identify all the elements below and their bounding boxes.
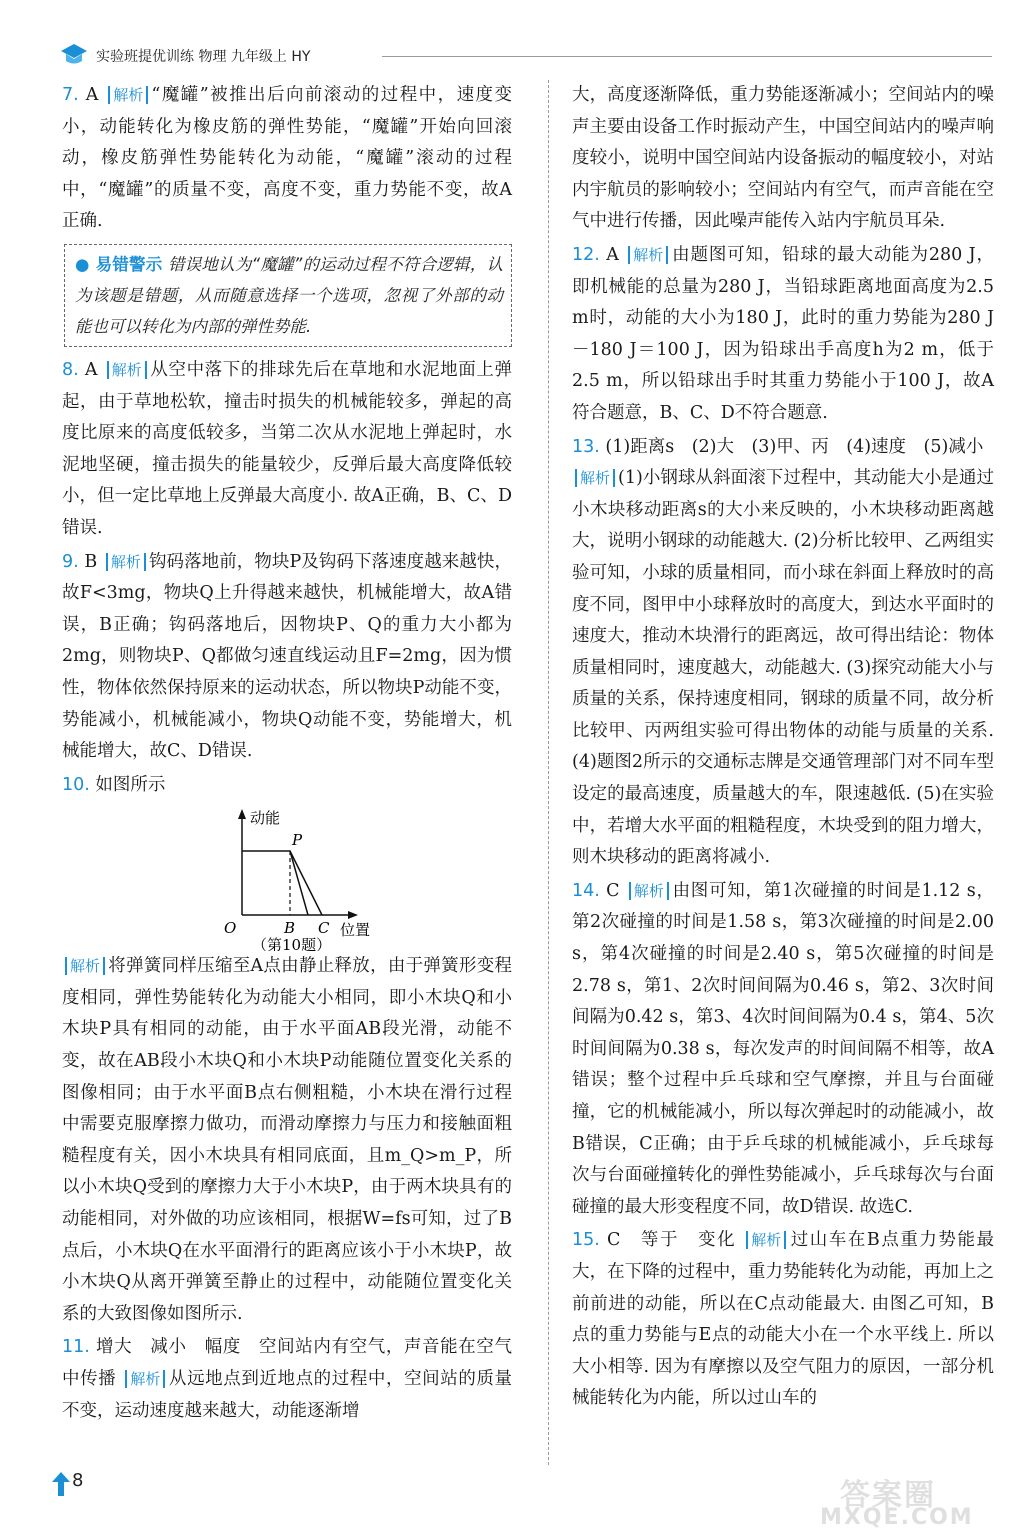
analysis-tag: 解析 [108,86,148,104]
graph-caption: （第10题） [252,936,332,952]
explanation: 将弹簧同样压缩至A点由静止释放，由于弹簧形变程度相同，弹性势能转化为动能大小相同，即小木块Q和小木块P具有相同的动能，由于水平面AB段光滑，动能不变，故在AB段小木块Q和小木块P动能随位置变化关系的图像相同；由于水平面B点右侧粗糙，小木块在滑行过程中需要克服摩擦力做功，而滑动摩擦力与压力和接触面粗糙程度有关，因小木块具有相同底面，且m_Q>m_P，所以小木块Q受到的摩擦力大于小木块P，由于两木块具有的动能相同，对外做的功应该相同，根据W=fs可知，过了B点后，小木块Q在水平面滑行的距离应该小于小木块P，故小木块Q从离开弹簧至静止的过程中，动能随位置变化关系的大致图像如图所示. [62,956,512,1324]
curve-p [242,851,322,915]
header-rule [382,56,992,57]
explanation: “魔罐”被推出后向前滚动的过程中，速度变小，动能转化为橡皮筋的弹性势能，“魔罐”开始向回滚动，橡皮筋弹性势能转化为动能，“魔罐”滚动的过程中，“魔罐”的质量不变，高度不变，重力势能不变，故A正确. [62,85,512,232]
answer: C 等于 变化 [606,1230,737,1251]
right-column [572,80,994,1417]
explanation: (1)小钢球从斜面滚下过程中，其动能大小是通过小木块移动距离s的大小来反映的，小木块移动距离越大，说明小钢球的动能越大. (2)分析比较甲、乙两组实验可知，小球的质量相同，而小球在斜面上释放时的高度不同，图甲中小球释放时的高度大，到达水平面时的速度大，推动木块滑行的距离远，故可得出结论：物体质量相同时，速度越大，动能越大. (3)探究动能大小与质量的关系，保持速度相同，钢球的质量不同，故分析比较甲、丙两组实验可得出物体的动能与质量的关系. (4)题图2所示的交通标志牌是交通管理部门对不同车型设定的最高速度，质量越大的车，限速越低. (5)在实验中，若增大水平面的粗糙程度，木块受到的阻力增大，则木块移动的距离将减小. [572,468,994,868]
energy-position-graph [62,803,512,951]
point-c-label: C [318,919,330,938]
analysis-tag: 解析 [746,1231,786,1249]
question-number: 9. [62,551,79,572]
explanation: 从空中落下的排球先后在草地和水泥地面上弹起，由于草地松软，撞击时损失的机械能较多，弹起的高度比原来的高度低较多，当第二次从水泥地上弹起时，水泥地坚硬，撞击损失的能量较少，反弹后最大高度降低较小，但一定比草地上反弹最大高度小. 故A正确，B、C、D错误. [62,359,512,538]
warning-label: ● 易错警示 [75,254,163,274]
explanation: 从远地点到近地点的过程中，空间站的质量不变，运动速度越来越大，动能逐渐增 [62,1369,512,1421]
question-number: 7. [62,85,79,105]
answer: 增大 减小 幅度 空间站内有空气，声音能在空气中传播 [62,1337,512,1389]
question-7 [62,80,512,238]
column-divider [548,80,549,1465]
left-column [62,80,512,1429]
explanation: 由图可知，第1次碰撞的时间是1.12 s，第2次碰撞的时间是1.58 s，第3次碰撞的时间是2.00 s，第4次碰撞的时间是2.40 s，第5次碰撞的时间是2.78 s，第1、2次时间间隔为0.46 s，第2、3次时间间隔为0.42 s，第3、4次时间间隔为0.4 s，第4、5次时间间隔为0.38 s，每次发声的时间间隔不相等，故A错误；整个过程中乒乓球和空气摩擦，并且与台面碰撞，它的机械能减小，所以每次弹起时的动能减小，故B错误，C正确；由于乒乓球的机械能减小，乒乓球每次与台面碰撞转化的弹性势能减小，乒乓球每次与台面碰撞的最大形变程度不同，故D错误. 故选C. [572,880,994,1217]
answer: B [84,551,98,572]
analysis-tag: 解析 [107,361,147,379]
analysis-tag: 解析 [628,246,668,264]
question-10-explanation [62,951,512,1330]
page-header [52,40,992,70]
header-title: 实验班提优训练 物理 九年级上 HY [96,49,311,65]
page-arrow-icon [52,1472,70,1496]
question-12 [572,240,994,430]
analysis-tag: 解析 [629,882,669,900]
question-number: 10. [62,774,90,795]
question-10-header [62,770,512,802]
answer: A [85,85,99,105]
watermark-logo: 答案圈 [840,1478,936,1513]
question-number: 8. [62,359,79,380]
analysis-tag: 解析 [106,553,146,571]
answer: A [84,359,98,380]
analysis-tag: 解析 [575,469,615,487]
question-number: 13. [572,436,600,457]
question-15 [572,1225,994,1415]
question-13 [572,432,994,874]
watermark-url: MXQE.COM [820,1505,974,1530]
x-label: 位置 [340,921,371,940]
answer: C [606,880,620,901]
page-number-text: 8 [72,1470,84,1491]
question-number: 15. [572,1230,600,1251]
question-number: 12. [572,244,600,265]
page-number [52,1468,102,1498]
question-8 [62,355,512,545]
error-warning-box [64,244,512,347]
analysis-tag: 解析 [65,957,105,975]
explanation: 过山车在B点重力势能最大，在下降的过程中，重力势能转化为动能，再加上之前前进的动能，所以在C点动能最大. 由图乙可知，B点的重力势能与E点的动能大小在一个水平线上. 所以大小相等. 因为有摩擦以及空气阻力的原因，一部分机械能转化为内能，所以过山车的 [572,1230,994,1409]
answer: A [606,244,619,265]
graduation-cap-icon [60,42,88,68]
answer: 如图所示 [95,774,166,795]
question-number: 11. [62,1337,90,1358]
question-14 [572,876,994,1224]
question-number: 14. [572,880,600,901]
explanation: 钩码落地前，物块P及钩码下落速度越来越快，故F<3mg，物块Q上升得越来越快，机械能增大，故A错误，B正确；钩码落地后，因物块P、Q的重力大小都为2mg，则物块P、Q都做匀速直线运动且F=2mg，因为惯性，物体依然保持原来的运动状态，所以物块P动能不变，势能减小，机械能减小，物块Q动能不变，势能增大，机械能增大，故C、D错误. [62,551,512,762]
warning-text: 错误地认为“魔罐”的运动过程不符合逻辑，认为该题是错题，从而随意选择一个选项，忽视了外部的动能也可以转化为内部的弹性势能. [75,254,503,336]
y-label: 动能 [250,809,281,828]
x-axis-arrow [348,911,358,919]
origin-label: O [224,919,237,938]
point-p-label: P [292,831,303,850]
analysis-tag: 解析 [125,1370,165,1388]
question-11-continued: 大，高度逐渐降低，重力势能逐渐减小；空间站内的噪声主要由设备工作时振动产生，中国空间站内的噪声响度较小，说明中国空间站内设备振动的幅度较小，对站内宇航员的影响较小；空间站内有空气，而声音能在空气中进行传播，因此噪声能传入站内宇航员耳朵. [572,85,994,232]
question-11 [62,1332,512,1427]
question-9 [62,547,512,768]
y-axis-arrow [238,809,246,819]
answer: (1)距离s (2)大 (3)甲、丙 (4)速度 (5)减小 [605,436,984,457]
point-b-label: B [284,919,296,938]
explanation: 由题图可知，铅球的最大动能为280 J，即机械能的总量为280 J，当铅球距离地面高度为2.5 m时，动能的大小为180 J，此时的重力势能为280 J－180 J＝100 J，因为铅球出手高度h为2 m，低于2.5 m，所以铅球出手时其重力势能小于100 J，故A符合题意，B、C、D不符合题意. [572,244,994,423]
